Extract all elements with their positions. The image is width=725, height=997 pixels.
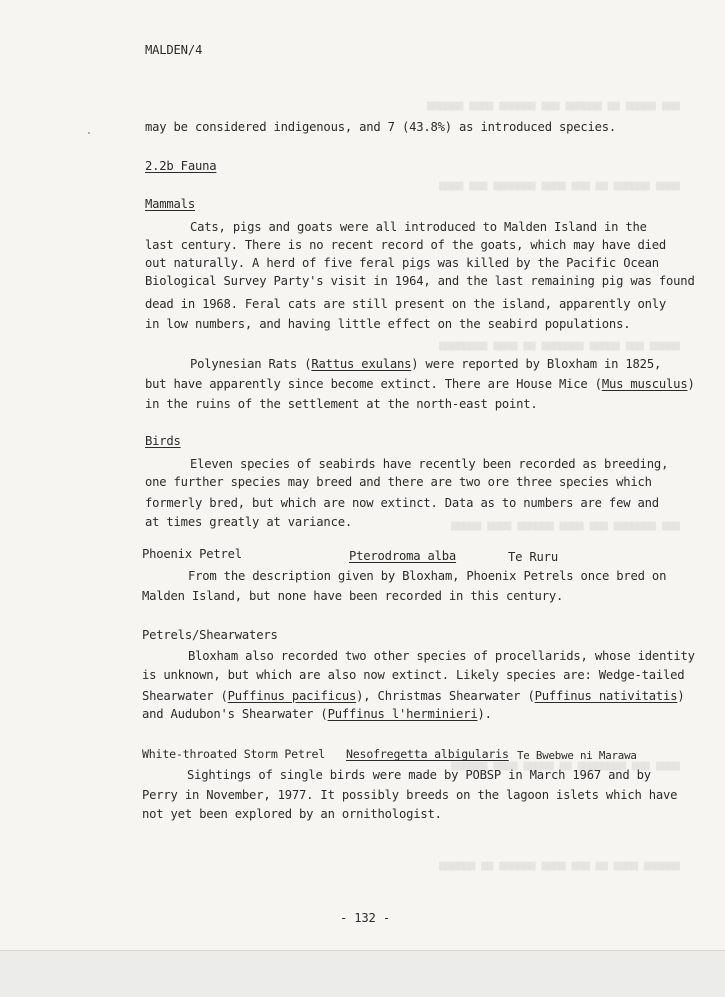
mammals-p2-line <box>145 376 695 392</box>
species-common-name: Phoenix Petrel <box>142 547 242 561</box>
text-run: ), Christmas Shearwater ( <box>356 689 535 703</box>
intro-line: may be considered indigenous, and 7 (43.8%) as introduced species. <box>145 120 617 134</box>
species-name: Pterodroma alba <box>349 549 457 563</box>
storm-petrel-text-line: Perry in November, 1977. It possibly breeds on the lagoon islets which have <box>142 788 678 802</box>
phoenix-text-line: Malden Island, but none have been recorded in this century. <box>142 589 564 603</box>
birds-p1-line: at times greatly at variance. <box>145 515 352 529</box>
species-name: Puffinus pacificus <box>227 689 357 703</box>
mammals-p1-line: last century. There is no recent record of the goats, which may have died <box>145 238 667 252</box>
text-run: ) were reported by Bloxham in 1825, <box>411 357 662 371</box>
bleed-through-text: ▆▆▆▆▆▆ ▆▆▆▆ ▆▆ ▆▆▆ ▆▆▆▆ ▆▆▆▆▆▆ ▆▆ ▆▆▆▆▆▆ <box>439 860 680 871</box>
text-run: Shearwater ( <box>142 689 228 703</box>
bleed-through-text: ▆▆▆ ▆▆▆▆▆▆▆ ▆▆▆ ▆▆▆▆ ▆▆▆▆▆▆ ▆▆▆▆ ▆▆▆▆▆ <box>451 520 680 531</box>
species-local-name: Te Ruru <box>508 550 558 564</box>
text-run: ). <box>477 707 492 721</box>
birds-heading-text: Birds <box>145 434 181 448</box>
petrels-text-line: Bloxham also recorded two other species of procellarids, whose identity <box>188 649 695 663</box>
species-name: Rattus exulans <box>311 357 412 371</box>
phoenix-text-line: From the description given by Bloxham, Phoenix Petrels once bred on <box>188 569 667 583</box>
section-heading-text: 2.2b Fauna <box>145 159 217 173</box>
page-bottom-edge <box>0 950 725 997</box>
species-local-name: Te Bwebwe ni Marawa <box>517 749 637 762</box>
mammals-heading <box>145 196 195 212</box>
mammals-p1-line: Biological Survey Party's visit in 1964, and the last remaining pig was found <box>145 274 695 288</box>
text-run: ) <box>687 377 695 391</box>
speck <box>88 132 90 134</box>
text-run: Polynesian Rats ( <box>190 357 312 371</box>
text-run: and Audubon's Shearwater ( <box>142 707 328 721</box>
birds-heading <box>145 433 181 449</box>
species-name: Nesofregetta albigularis <box>346 747 509 761</box>
mammals-p1-line: Cats, pigs and goats were all introduced to Malden Island in the <box>190 220 647 234</box>
bleed-through-text: ▆▆▆▆▆ ▆▆▆ ▆▆▆▆▆ ▆▆▆▆▆▆▆ ▆▆ ▆▆▆▆ ▆▆▆▆▆▆▆▆ <box>439 340 680 351</box>
storm-petrel-text-line: not yet been explored by an ornithologist. <box>142 807 442 821</box>
birds-p1-line: Eleven species of seabirds have recently been recorded as breeding, <box>190 457 669 471</box>
bleed-through-text: ▆▆▆▆ ▆▆▆ ▆▆▆▆▆▆▆▆ ▆▆ ▆▆▆▆▆ ▆▆▆▆ ▆▆▆▆▆▆ <box>451 760 680 771</box>
mammals-p2-line: in the ruins of the settlement at the north-east point. <box>145 397 538 411</box>
mammals-p1-line: out naturally. A herd of five feral pigs was killed by the Pacific Ocean <box>145 256 659 270</box>
storm-petrel-text-line: Sightings of single birds were made by POBSP in March 1967 and by <box>187 768 651 782</box>
page-number: - 132 - <box>340 911 390 925</box>
section-heading <box>145 158 216 174</box>
species-name: Puffinus nativitatis <box>534 689 678 703</box>
mammals-p1-line: dead in 1968. Feral cats are still present on the island, apparently only <box>145 297 667 311</box>
species-name: Puffinus l'herminieri <box>327 707 478 721</box>
petrels-text-line <box>142 688 684 704</box>
text-run: but have apparently since become extinct. There are House Mice ( <box>145 377 602 391</box>
page-reference: MALDEN/4 <box>145 43 203 57</box>
species-common-name: White-throated Storm Petrel <box>142 747 326 761</box>
species-name: Mus musculus <box>601 377 688 391</box>
mammals-p1-line: in low numbers, and having little effect on the seabird populations. <box>145 317 631 331</box>
petrels-text-line <box>142 706 492 722</box>
mammals-p2-line <box>190 356 661 372</box>
bleed-through-text: ▆▆▆▆ ▆▆▆▆▆▆ ▆▆ ▆▆▆ ▆▆▆▆ ▆▆▆▆▆▆▆ ▆▆▆ ▆▆▆▆ <box>439 180 680 191</box>
petrels-heading: Petrels/Shearwaters <box>142 628 278 642</box>
birds-p1-line: one further species may breed and there are two ore three species which <box>145 475 652 489</box>
petrels-text-line: is unknown, but which are also now extinct. Likely species are: Wedge-tailed <box>142 668 685 682</box>
species-scientific-name <box>349 548 456 564</box>
bleed-through-text: ▆▆▆ ▆▆▆▆▆ ▆▆ ▆▆▆▆▆▆ ▆▆▆ ▆▆▆▆▆▆ ▆▆▆▆ ▆▆▆▆▆▆ <box>427 100 680 111</box>
species-scientific-name <box>346 746 509 762</box>
text-run: ) <box>677 689 685 703</box>
birds-p1-line: formerly bred, but which are now extinct. Data as to numbers are few and <box>145 496 659 510</box>
mammals-heading-text: Mammals <box>145 197 195 211</box>
